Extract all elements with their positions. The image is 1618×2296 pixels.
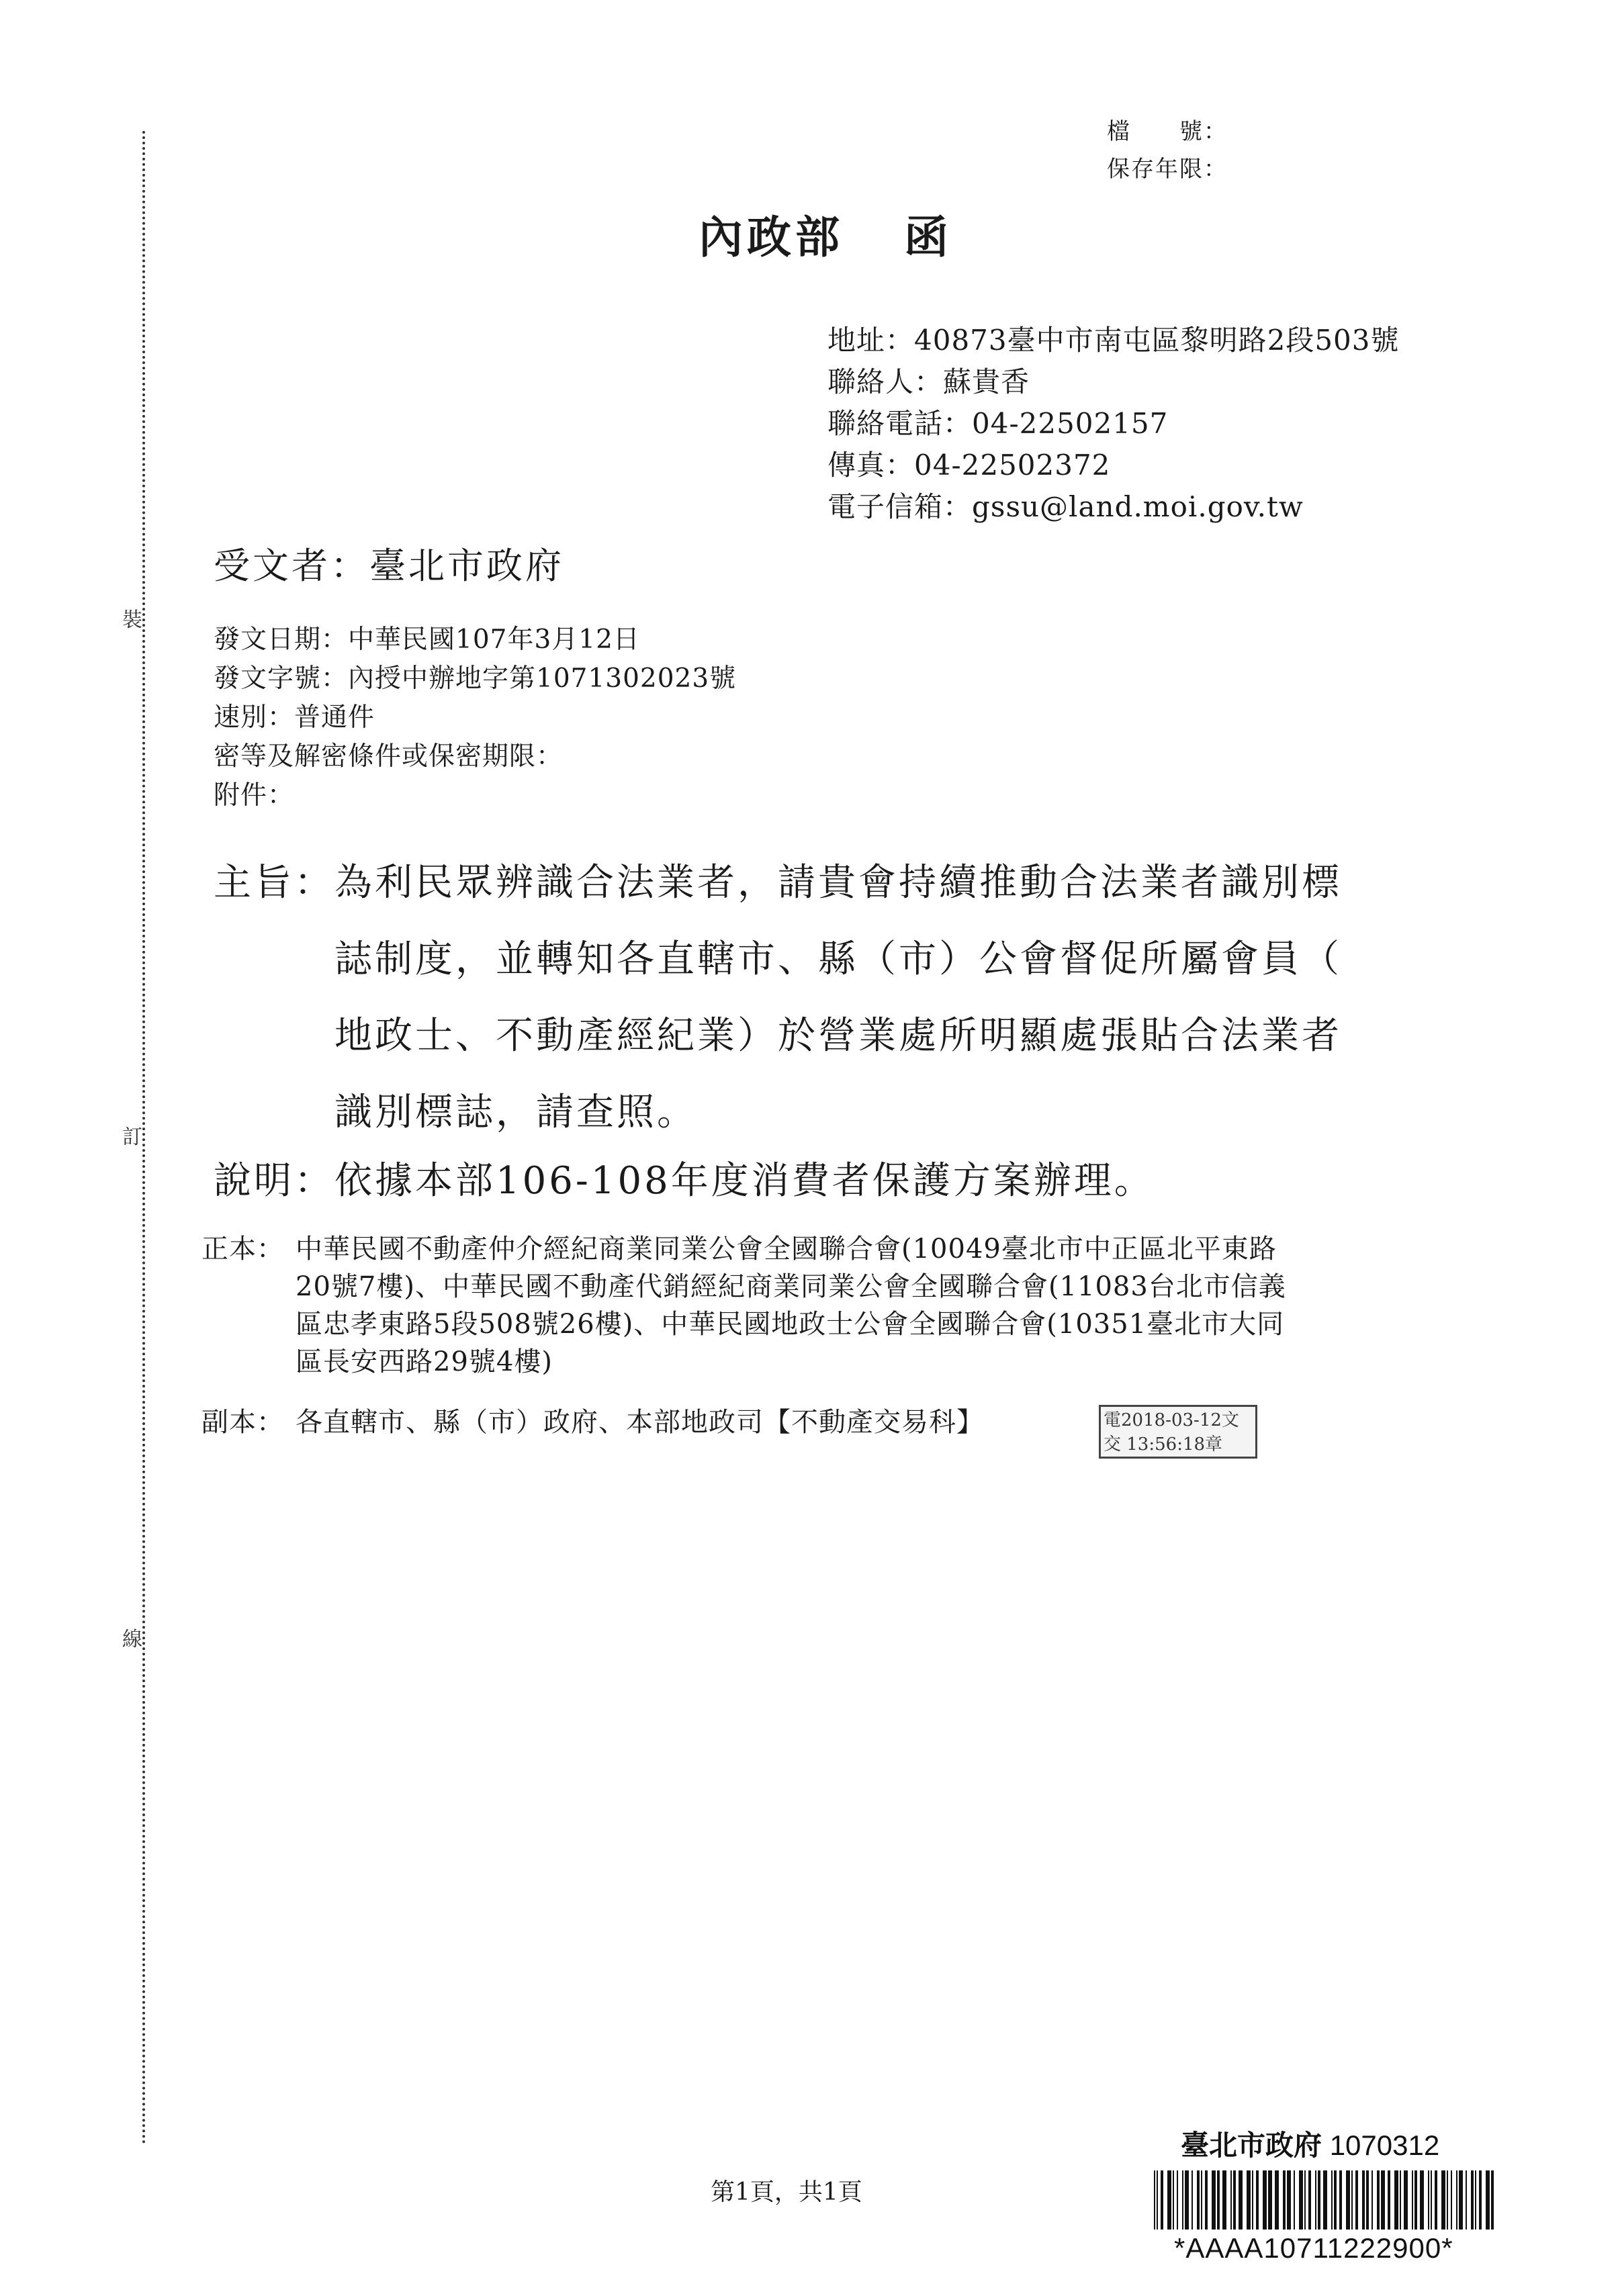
- reference-number: 發文字號：內授中辦地字第1071302023號: [214, 663, 737, 694]
- barcode-bar: [1299, 2170, 1303, 2230]
- original-copy-label: 正本：: [201, 1234, 284, 1265]
- barcode-bar: [1400, 2170, 1401, 2230]
- barcode-bar: [1283, 2170, 1286, 2230]
- original-copy-line: 區忠孝東路5段508號26樓)、中華民國地政士公會全國聯合會(10351臺北市大同: [296, 1309, 1285, 1340]
- electronic-exchange-stamp: [1099, 1405, 1257, 1459]
- barcode-bar: [1412, 2170, 1413, 2230]
- fax: 傳真：04-22502372: [827, 449, 1111, 481]
- barcode-bar: [1233, 2170, 1236, 2230]
- issuing-agency: 內政部: [699, 211, 844, 263]
- barcode-bar: [1388, 2170, 1390, 2230]
- barcode-bar: [1304, 2170, 1306, 2230]
- dispatch-date: 發文日期：中華民國107年3月12日: [214, 625, 640, 655]
- barcode-bar: [1201, 2170, 1202, 2230]
- contact-block: [827, 320, 1400, 528]
- contact-person: 聯絡人：蘇貴香: [827, 365, 1030, 398]
- barcode-receiver: 臺北市政府: [1181, 2129, 1322, 2161]
- page-number: 第1頁，共1頁: [711, 2178, 862, 2206]
- barcode-bar: [1308, 2170, 1311, 2230]
- subject-label: 主旨：: [214, 861, 334, 905]
- binding-mark-xian: 線: [122, 1628, 142, 1651]
- barcode-bar: [1263, 2170, 1267, 2230]
- barcode-bar: [1394, 2170, 1398, 2230]
- carbon-copy-section: [201, 1404, 1142, 1444]
- document-title: [699, 201, 952, 265]
- barcode-bar: [1404, 2170, 1408, 2230]
- barcode-bar: [1182, 2170, 1183, 2230]
- subject-line: 識別標誌，請查照。: [334, 1091, 697, 1134]
- barcode-bar: [1331, 2170, 1333, 2230]
- barcode-bar: [1491, 2170, 1494, 2230]
- secrecy-level: 密等及解密條件或保密期限：: [214, 741, 564, 772]
- archive-block: [1107, 113, 1228, 188]
- subject-line: 誌制度，並轉知各直轄市、縣（市）公會督促所屬會員（: [334, 937, 1342, 981]
- barcode-bar: [1239, 2170, 1243, 2230]
- barcode-bar: [1414, 2170, 1417, 2230]
- barcode-bar: [1197, 2170, 1200, 2230]
- attachment: 附件：: [214, 780, 295, 811]
- binding-mark-zhuang: 裝: [122, 608, 142, 632]
- barcode-bar: [1275, 2170, 1279, 2230]
- subject-line: 為利民眾辨識合法業者，請貴會持續推動合法業者識別標: [334, 861, 1342, 905]
- barcode-bar: [1475, 2170, 1476, 2230]
- retention-period-label: 保存年限：: [1107, 156, 1228, 183]
- barcode-bar: [1431, 2170, 1432, 2230]
- barcode-bar: [1318, 2170, 1320, 2230]
- barcode-bar: [1381, 2170, 1385, 2230]
- barcode-bar: [1435, 2170, 1437, 2230]
- barcode-bar: [1252, 2170, 1253, 2230]
- original-copy-line: 區長安西路29號4樓): [296, 1346, 553, 1377]
- barcode-bar: [1362, 2170, 1365, 2230]
- barcode-bar: [1339, 2170, 1342, 2230]
- barcode-receiver-label: [1181, 2123, 1439, 2164]
- barcode-bar: [1456, 2170, 1457, 2230]
- carbon-copy-label: 副本：: [201, 1407, 284, 1438]
- barcode-bar: [1441, 2170, 1445, 2230]
- contact-phone: 聯絡電話：04-22502157: [827, 407, 1169, 440]
- barcode-bar: [1217, 2170, 1220, 2230]
- barcode-bar: [1294, 2170, 1295, 2230]
- subject-line: 地政士、不動產經紀業）於營業處所明顯處張貼合法業者: [334, 1014, 1342, 1058]
- barcode-code: *AAAA10711222900*: [1174, 2232, 1453, 2264]
- binding-line: [142, 131, 145, 2146]
- barcode-bar: [1192, 2170, 1193, 2230]
- barcode-bar: [1185, 2170, 1189, 2230]
- barcode-bar: [1372, 2170, 1373, 2230]
- barcode-bar: [1471, 2170, 1474, 2230]
- barcode-bar: [1268, 2170, 1272, 2230]
- barcode-bar: [1173, 2170, 1174, 2230]
- document-type: 函: [904, 211, 952, 263]
- barcode-bar: [1377, 2170, 1380, 2230]
- recipient: 受文者：臺北市政府: [214, 545, 564, 587]
- address: 地址：40873臺中市南屯區黎明路2段503號: [827, 324, 1400, 357]
- barcode-bar: [1459, 2170, 1463, 2230]
- barcode-bar: [1479, 2170, 1482, 2230]
- dispatch-meta: [214, 621, 736, 815]
- barcode-bar: [1287, 2170, 1291, 2230]
- original-copy-section: [201, 1230, 1478, 1391]
- binding-mark-ding: 訂: [122, 1126, 142, 1149]
- barcode-bar: [1334, 2170, 1337, 2230]
- barcode-bar: [1451, 2170, 1452, 2230]
- barcode-bar: [1212, 2170, 1216, 2230]
- carbon-copy-text: 各直轄市、縣（市）政府、本部地政司【不動產交易科】: [296, 1407, 984, 1438]
- barcode-bar: [1161, 2170, 1163, 2230]
- barcode-bar: [1256, 2170, 1259, 2230]
- barcode-bar: [1222, 2170, 1226, 2230]
- original-copy-line: 20號7樓)、中華民國不動產代銷經紀商業同業公會全國聯合會(11083台北市信義: [296, 1271, 1286, 1302]
- barcode-bar: [1230, 2170, 1232, 2230]
- stamp-line: 電2018-03-12文: [1104, 1410, 1239, 1430]
- barcode-bar: [1157, 2170, 1158, 2230]
- barcode-bar: [1247, 2170, 1251, 2230]
- barcode-bar: [1167, 2170, 1171, 2230]
- barcode-bar: [1346, 2170, 1350, 2230]
- explanation: 說明：依據本部106-108年度消費者保護方案辦理。: [214, 1159, 1155, 1203]
- barcode-bar: [1428, 2170, 1429, 2230]
- stamp-line: 交 13:56:18章: [1104, 1434, 1223, 1455]
- original-copy-line: 中華民國不動產仲介經紀商業同業公會全國聯合會(10049臺北市中正區北平東路: [296, 1234, 1277, 1265]
- barcode-bar: [1351, 2170, 1353, 2230]
- barcode-bar: [1466, 2170, 1467, 2230]
- barcode-bar: [1355, 2170, 1358, 2230]
- subject-section: [214, 845, 1423, 1154]
- barcode-bar: [1323, 2170, 1327, 2230]
- barcode-bar: [1315, 2170, 1316, 2230]
- barcode-receipt-number: 1070312: [1329, 2129, 1440, 2161]
- barcode: [1153, 2170, 1502, 2232]
- barcode-bar: [1177, 2170, 1178, 2230]
- file-number-label: 檔 號：: [1107, 118, 1228, 145]
- barcode-bar: [1366, 2170, 1369, 2230]
- barcode-bar: [1447, 2170, 1448, 2230]
- delivery-speed: 速別：普通件: [214, 702, 375, 733]
- barcode-bar: [1486, 2170, 1490, 2230]
- barcode-bar: [1154, 2170, 1155, 2230]
- barcode-bar: [1205, 2170, 1208, 2230]
- email: 電子信箱：gssu@land.moi.gov.tw: [827, 490, 1304, 523]
- barcode-bar: [1420, 2170, 1424, 2230]
